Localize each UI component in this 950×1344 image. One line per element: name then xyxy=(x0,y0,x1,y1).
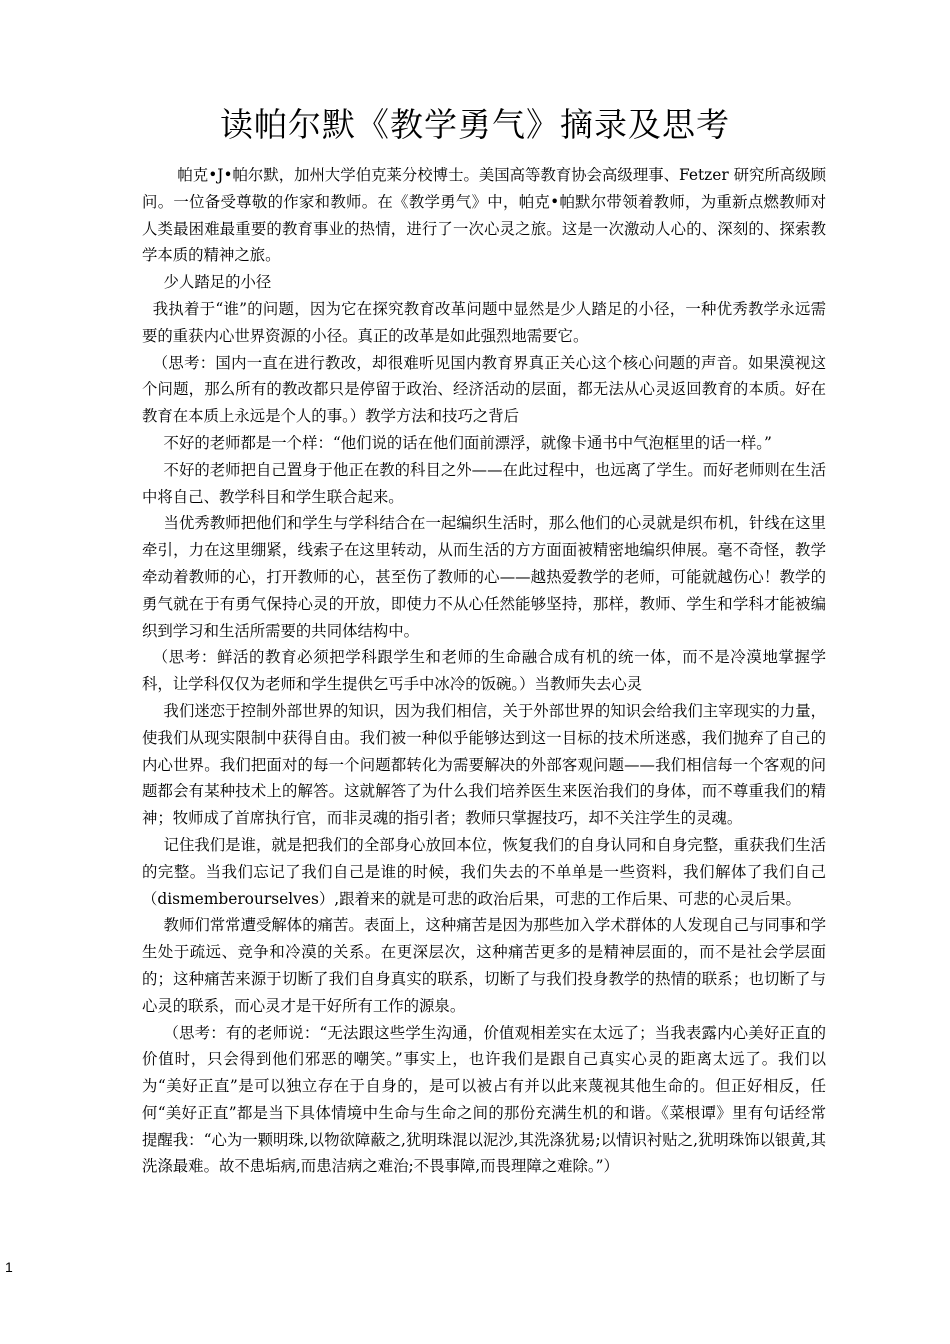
body-paragraph: 少人踏足的小径 xyxy=(163,273,272,292)
body-paragraph: 记住我们是谁，就是把我们的全部身心放回本位，恢复我们的自身认同和自身完整，重获我们生活的完整。当我们忘记了我们自己是谁的时候，我们失去的不单单是一些资料，我们解体了我们自己（dismemberourselves）,跟着来的就是可悲的政治后果，可悲的工作后果、可悲的心灵后果。 xyxy=(142,835,826,908)
page-title: 读帕尔默《教学勇气》摘录及思考 xyxy=(220,105,730,144)
body-paragraph: 不好的老师把自己置身于他正在教的科目之外——在此过程中，也远离了学生。而好老师则在生活中将自己、教学科目和学生联合起来。 xyxy=(142,460,826,506)
body-paragraph: 帕克•J•帕尔默，加州大学伯克莱分校博士。美国高等教育协会高级理事、Fetzer 研究所高级顾问。一位备受尊敬的作家和教师。在《教学勇气》中，帕克•帕默尔带领着教师，为重新点燃教师对人类最困难最重要的教育事业的热情，进行了一次心灵之旅。这是一次激动人心的、深刻的、探索教学本质的精神之旅。 xyxy=(142,166,826,265)
body-paragraph: （思考：国内一直在进行教改，却很难听见国内教育界真正关心这个核心问题的声音。如果漠视这个问题，那么所有的教改都只是停留于政治、经济活动的层面，都无法从心灵返回教育的本质。好在教育在本质上永远是个人的事。）教学方法和技巧之背后 xyxy=(142,353,826,426)
body-paragraph: 不好的老师都是一个样：“他们说的话在他们面前漂浮，就像卡通书中气泡框里的话一样。” xyxy=(163,433,772,452)
body-paragraph: 教师们常常遭受解体的痛苦。表面上，这种痛苦是因为那些加入学术群体的人发现自己与同事和学生处于疏远、竞争和冷漠的关系。在更深层次，这种痛苦更多的是精神层面的，而不是社会学层面的；这种痛苦来源于切断了我们自身真实的联系，切断了与我们投身教学的热情的联系；也切断了与心灵的联系，而心灵才是干好所有工作的源泉。 xyxy=(142,916,826,1015)
article-body xyxy=(142,162,826,1180)
page-number: 1 xyxy=(5,1259,13,1275)
body-paragraph: 当优秀教师把他们和学生与学科结合在一起编织生活时，那么他们的心灵就是织布机，针线在这里牵引，力在这里绷紧，线索子在这里转动，从而生活的方方面面被精密地编织伸展。毫不奇怪，教学牵动着教师的心，打开教师的心，甚至伤了教师的心——越热爱教学的老师，可能就越伤心！教学的勇气就在于有勇气保持心灵的开放，即使力不从心任然能够坚持，那样，教师、学生和学科才能被编织到学习和生活所需要的共同体结构中。 xyxy=(142,514,826,640)
body-paragraph: 我执着于“谁”的问题，因为它在探究教育改革问题中显然是少人踏足的小径，一种优秀教学永远需要的重获内心世界资源的小径。真正的改革是如此强烈地需要它。 xyxy=(142,299,826,345)
body-paragraph: （思考：有的老师说：“无法跟这些学生沟通，价值观相差实在太远了；当我表露内心美好正直的价值时，只会得到他们邪恶的嘲笑。”事实上，也许我们是跟自己真实心灵的距离太远了。我们以为“美好正直”是可以独立存在于自身的，是可以被占有并以此来蔑视其他生命的。但正好相反，任何“美好正直”都是当下具体情境中生命与生命之间的那份充满生机的和谐。《菜根谭》里有句话经常提醒我：“心为一颗明珠,以物欲障蔽之,犹明珠混以泥沙,其洗涤犹易;以情识衬贴之,犹明珠饰以银黄,其洗涤最难。故不患垢病,而患洁病之难治;不畏事障,而畏理障之难除。”） xyxy=(142,1023,826,1176)
body-paragraph: 我们迷恋于控制外部世界的知识，因为我们相信，关于外部世界的知识会给我们主宰现实的力量，使我们从现实限制中获得自由。我们被一种似乎能够达到这一目标的技术所迷惑，我们抛弃了自己的内心世界。我们把面对的每一个问题都转化为需要解决的外部客观问题——我们相信每一个客观的问题都会有某种技术上的解答。这就解答了为什么我们培养医生来医治我们的身体，而不尊重我们的精神；牧师成了首席执行官，而非灵魂的指引者；教师只掌握技巧，却不关注学生的灵魂。 xyxy=(142,701,826,828)
body-paragraph: （思考：鲜活的教育必须把学科跟学生和老师的生命融合成有机的统一体，而不是冷漠地掌握学科，让学科仅仅为老师和学生提供乞丐手中冰冷的饭碗。）当教师失去心灵 xyxy=(142,648,826,694)
